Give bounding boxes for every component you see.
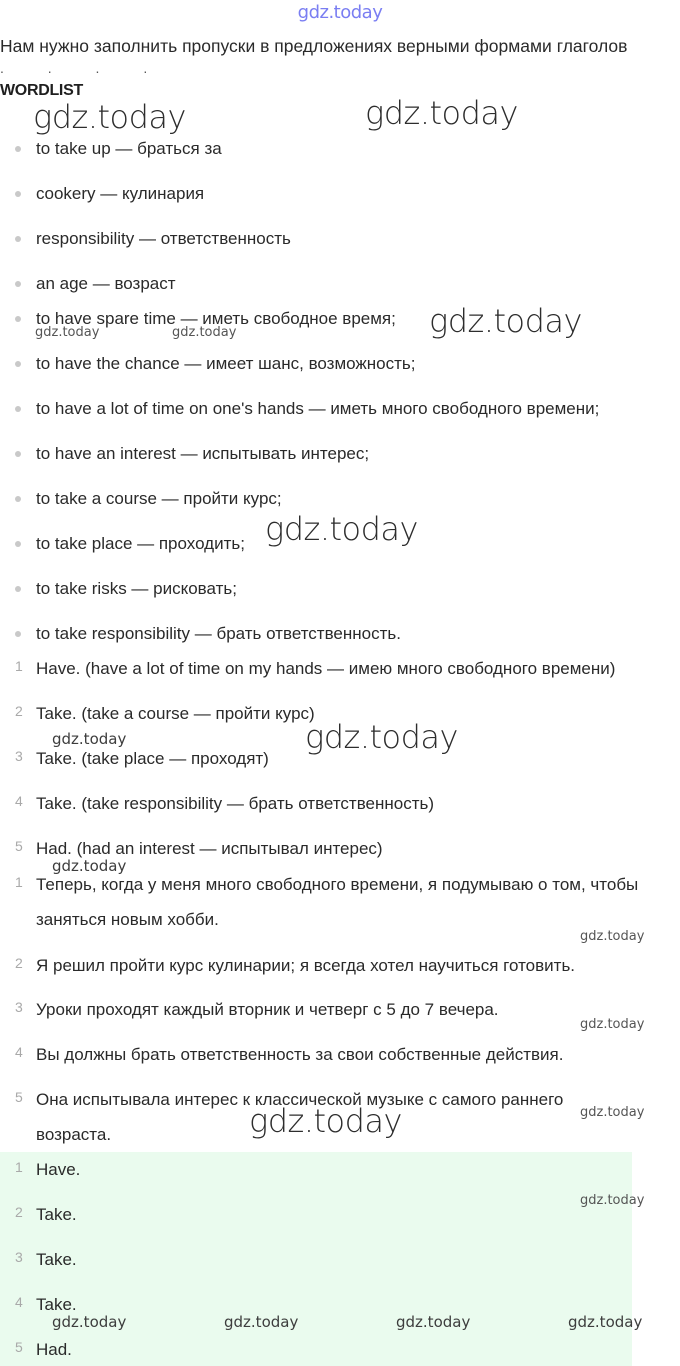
watermark: gdz.today: [396, 1313, 471, 1331]
intro-text: Нам нужно заполнить пропуски в предложениях верными формами глаголов: [0, 36, 628, 56]
wordlist-item-text: to take up — браться за: [36, 139, 222, 158]
translation-text: Вы должны брать ответственность за свои собственные действия.: [36, 1045, 564, 1064]
watermark: gdz.today: [52, 857, 127, 875]
wordlist-heading: WORDLIST: [0, 82, 83, 99]
wordlist-item-text: to have spare time — иметь свободное время;: [36, 309, 396, 328]
wordlist-item-text: to take risks — рисковать;: [36, 579, 237, 598]
wordlist-item: [0, 578, 680, 623]
bullet-icon: [15, 361, 21, 367]
bullet-icon: [15, 146, 21, 152]
item-number: 4: [15, 1044, 23, 1060]
watermark: gdz.today: [580, 1105, 645, 1120]
dots-line: . . . .: [0, 60, 168, 76]
watermark: gdz.today: [35, 325, 100, 340]
bullet-icon: [15, 406, 21, 412]
wordlist-item: [0, 353, 680, 398]
watermark: gdz.today: [224, 1313, 299, 1331]
item-number: 4: [15, 793, 23, 809]
watermark: gdz.today: [580, 1017, 645, 1032]
item-number: 3: [15, 999, 23, 1015]
watermark: gdz.today: [580, 1193, 645, 1208]
wordlist-item-text: to take responsibility — брать ответственность.: [36, 624, 401, 643]
watermark: gdz.today: [52, 1313, 127, 1331]
bullet-icon: [15, 281, 21, 287]
bullet-icon: [15, 316, 21, 322]
wordlist-item-text: cookery — кулинария: [36, 184, 205, 203]
bullet-icon: [15, 586, 21, 592]
watermark: gdz.today: [365, 94, 518, 132]
explanation-item: [0, 793, 680, 838]
wordlist-item-text: to have a lot of time on one's hands — иметь много свободного времени;: [36, 399, 600, 418]
translation-item: [0, 955, 680, 1000]
item-number: 4: [15, 1294, 23, 1310]
watermark: gdz.today: [568, 1313, 643, 1331]
item-number: 3: [15, 1249, 23, 1265]
bullet-icon: [15, 236, 21, 242]
item-number: 2: [15, 703, 23, 719]
bullet-icon: [15, 451, 21, 457]
translation-text: Я решил пройти курс кулинарии; я всегда хотел научиться готовить.: [36, 956, 576, 975]
explanation-text: Take. (take responsibility — брать ответственность): [36, 794, 435, 813]
translation-item: [0, 999, 680, 1044]
item-number: 5: [15, 838, 23, 854]
watermark: gdz.today: [580, 929, 645, 944]
wordlist-item-text: responsibility — ответственность: [36, 229, 291, 248]
translation-item: [0, 874, 680, 944]
answer-item: [0, 1159, 680, 1204]
answer-item: [0, 1204, 680, 1249]
answer-item: [0, 1339, 680, 1366]
watermark: gdz.today: [172, 325, 237, 340]
watermark: gdz.today: [33, 98, 186, 136]
translation-text: Уроки проходят каждый вторник и четверг с 5 до 7 вечера.: [36, 1000, 499, 1019]
watermark: gdz.today: [265, 510, 418, 548]
wordlist-item: [0, 183, 680, 228]
explanation-item: [0, 658, 680, 703]
wordlist-item-text: to have the chance — имеет шанс, возможность;: [36, 354, 416, 373]
wordlist-item-text: to have an interest — испытывать интерес;: [36, 444, 370, 463]
answer-text: Take.: [36, 1250, 77, 1269]
answer-text: Have.: [36, 1160, 81, 1179]
bullet-icon: [15, 631, 21, 637]
answer-text: Take.: [36, 1205, 77, 1224]
explanation-text: Take. (take a course — пройти курс): [36, 704, 315, 723]
item-number: 2: [15, 955, 23, 971]
item-number: 2: [15, 1204, 23, 1220]
site-title[interactable]: gdz.today: [297, 2, 383, 23]
wordlist-item-text: to take a course — пройти курс;: [36, 489, 282, 508]
item-number: 1: [15, 658, 23, 674]
wordlist-item: [0, 138, 680, 183]
wordlist-item: [0, 228, 680, 273]
translation-text: Она испытывала интерес к классической музыке с самого раннего возраста.: [36, 1090, 564, 1144]
wordlist-item-text: an age — возраст: [36, 274, 176, 293]
item-number: 1: [15, 874, 23, 890]
item-number: 1: [15, 1159, 23, 1175]
item-number: 3: [15, 748, 23, 764]
bullet-icon: [15, 541, 21, 547]
answer-item: [0, 1249, 680, 1294]
bullet-icon: [15, 191, 21, 197]
explanation-text: Have. (have a lot of time on my hands — имею много свободного времени): [36, 659, 616, 678]
bullet-icon: [15, 496, 21, 502]
translation-text: Теперь, когда у меня много свободного времени, я подумываю о том, чтобы заняться новым хобби.: [36, 875, 639, 929]
wordlist-item: [0, 443, 680, 488]
answer-text: Had.: [36, 1340, 72, 1359]
watermark: gdz.today: [305, 718, 458, 756]
watermark: gdz.today: [249, 1102, 402, 1140]
item-number: 5: [15, 1089, 23, 1105]
wordlist-item-text: to take place — проходить;: [36, 534, 245, 553]
explanation-text: Had. (had an interest — испытывал интерес): [36, 839, 383, 858]
wordlist-item: [0, 398, 680, 443]
explanation-text: Take. (take place — проходят): [36, 749, 269, 768]
watermark: gdz.today: [52, 730, 127, 748]
watermark: gdz.today: [429, 302, 582, 340]
answer-text: Take.: [36, 1295, 77, 1314]
item-number: 5: [15, 1339, 23, 1355]
